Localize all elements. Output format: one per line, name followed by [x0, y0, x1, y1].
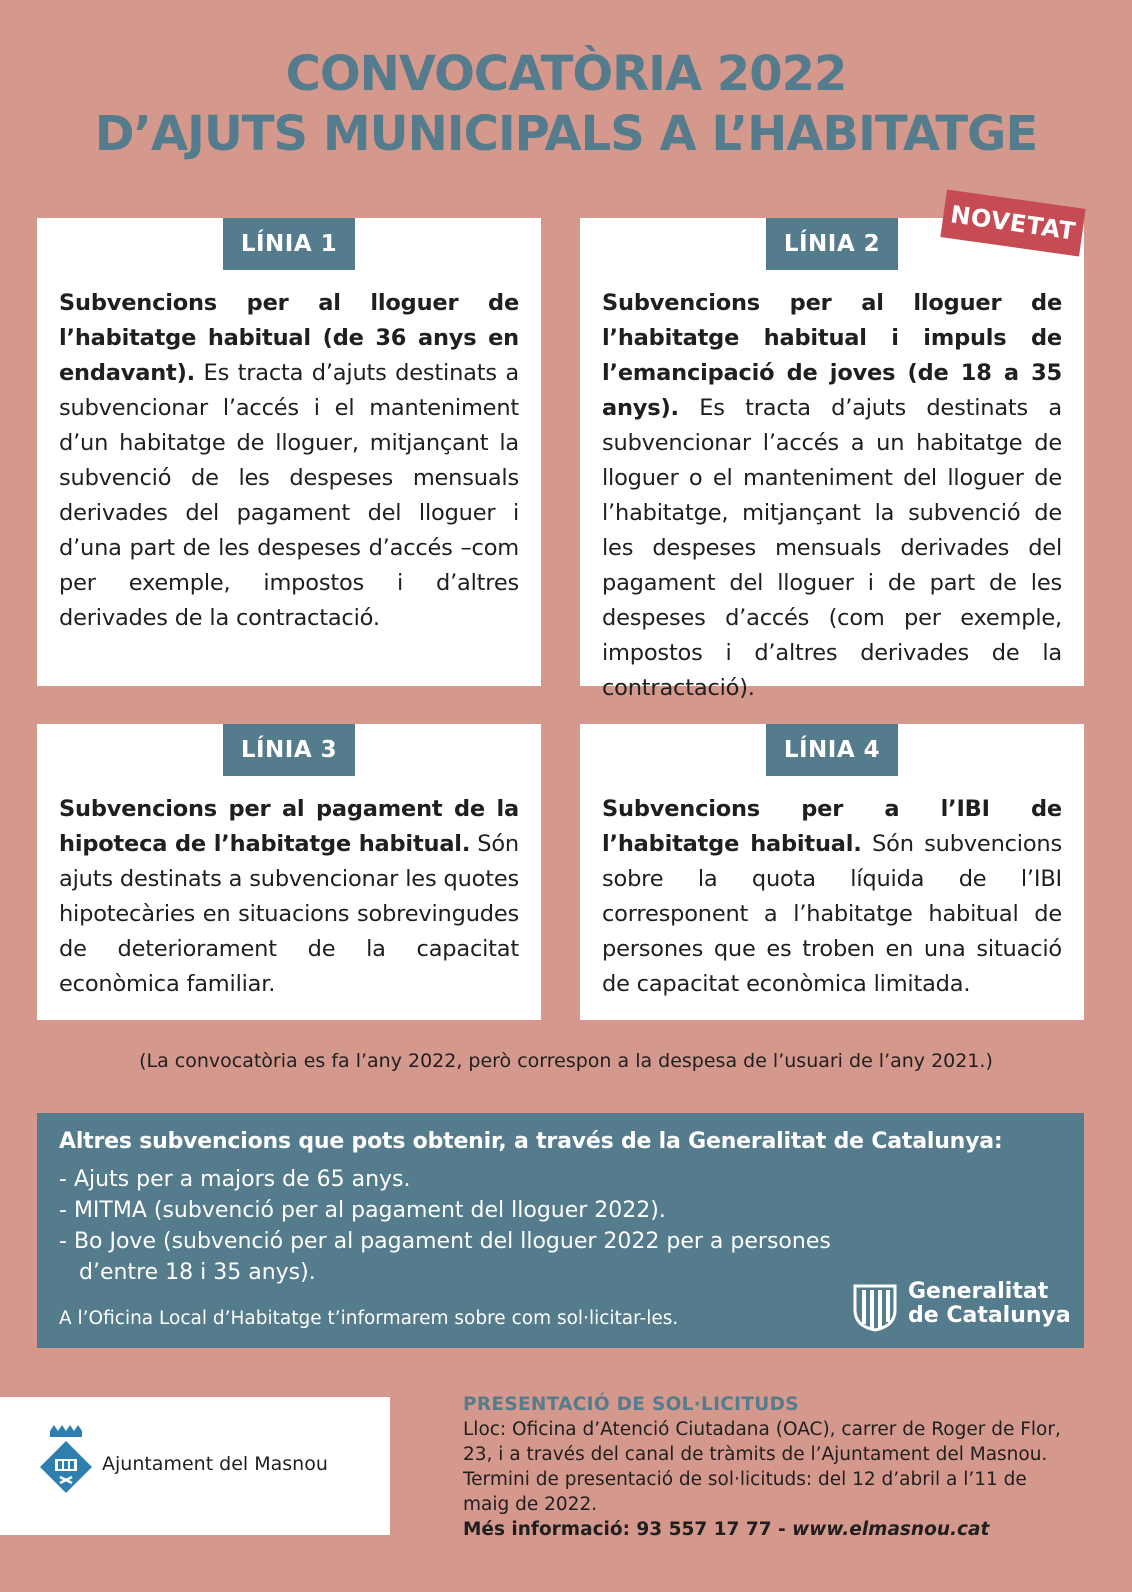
- linia-4-tag: LÍNIA 4: [766, 724, 898, 776]
- linia-1-tag: LÍNIA 1: [223, 218, 355, 270]
- linia-2-tag: LÍNIA 2: [766, 218, 898, 270]
- linia-3-heading: Subvencions per al pagament de la hipoteca de l’habitatge habitual.: [59, 796, 519, 857]
- ajuntament-name: Ajuntament del Masnou: [102, 1453, 328, 1475]
- linia-2-text: Es tracta d’ajuts destinats a subvencionar l’accés a un habitatge de lloguer o el manteniment del lloguer de l’habitatge, mitjançant la subvenció de les despeses mensuals derivades del pagament del lloguer i de part de les despeses d’accés (com per exemple, impostos i d’altres derivades de la contractació).: [602, 395, 1062, 701]
- generalitat-info: A l’Oficina Local d’Habitatge t’informarem sobre com sol·licitar-les.: [59, 1308, 679, 1329]
- generalitat-box: [37, 1113, 1084, 1348]
- linia-1-heading: Subvencions per al lloguer de l’habitatge habitual (de 36 anys en endavant).: [59, 290, 519, 386]
- convocatoria-note: (La convocatòria es fa l’any 2022, però correspon a la despesa de l’usuari de l’any 2021.): [139, 1050, 993, 1072]
- generalitat-list: [59, 1164, 1062, 1288]
- page-title: [0, 44, 1132, 164]
- linia-3-text: Són ajuts destinats a subvencionar les quotes hipotecàries en situacions sobrevingudes de deteriorament de la capacitat econòmica familiar.: [59, 831, 519, 997]
- linia-4-card: [580, 724, 1084, 1020]
- list-item: - Ajuts per a majors de 65 anys.: [59, 1164, 839, 1195]
- generalitat-logo-line-2: de Catalunya: [908, 1303, 1071, 1328]
- title-line-1: CONVOCATÒRIA 2022: [285, 46, 847, 102]
- linia-2-description: [602, 286, 1062, 706]
- linia-1-text: Es tracta d’ajuts destinats a subvencionar l’accés i el manteniment d’un habitatge de lloguer, mitjançant la subvenció de les despeses mensuals derivades del pagament del lloguer i d’una part de les despeses d’accés –com per exemple, impostos i d’altres derivades de la contractació.: [59, 360, 519, 631]
- linia-4-description: [602, 792, 1062, 1002]
- linia-4-text: Són subvencions sobre la quota líquida de l’IBI corresponent a l’habitatge habitual de persones que es troben en una situació de capacitat econòmica limitada.: [602, 831, 1062, 997]
- ajuntament-logo-box: [0, 1397, 390, 1535]
- title-line-2: D’AJUTS MUNICIPALS A L’HABITATGE: [94, 106, 1038, 162]
- list-item: - MITMA (subvenció per al pagament del lloguer 2022).: [59, 1195, 839, 1226]
- presentacio-heading: PRESENTACIÓ DE SOL·LICITUDS: [463, 1394, 799, 1415]
- linia-2-card: [580, 218, 1084, 701]
- linia-3-description: [59, 792, 519, 1002]
- masnou-shield-icon: [38, 1425, 94, 1499]
- website-link[interactable]: www.elmasnou.cat: [792, 1519, 990, 1540]
- novetat-badge: NOVETAT: [940, 189, 1085, 256]
- linia-1-card: [37, 218, 541, 686]
- linia-3-tag: LÍNIA 3: [223, 724, 355, 776]
- generalitat-logo-line-1: Generalitat: [908, 1279, 1049, 1304]
- linia-4-heading: Subvencions per a l’IBI de l’habitatge habitual.: [602, 796, 1062, 857]
- more-info-label: Més informació: 93 557 17 77 -: [463, 1519, 793, 1540]
- list-item: - Bo Jove (subvenció per al pagament del lloguer 2022 per a persones d’entre 18 i 35 anys).: [59, 1226, 839, 1288]
- presentacio-section: [463, 1392, 1063, 1542]
- linia-1-description: [59, 286, 519, 636]
- generalitat-heading: Altres subvencions que pots obtenir, a través de la Generalitat de Catalunya:: [59, 1129, 1003, 1154]
- generalitat-logo: [852, 1278, 1072, 1338]
- linia-2-heading: Subvencions per al lloguer de l’habitatge habitual i impuls de l’emancipació de joves (de 18 a 35 anys).: [602, 290, 1062, 421]
- more-info: [463, 1517, 1063, 1542]
- linia-3-card: [37, 724, 541, 1020]
- generalitat-emblem-icon: [852, 1282, 898, 1332]
- presentacio-text: Lloc: Oficina d’Atenció Ciutadana (OAC), carrer de Roger de Flor, 23, i a través del canal de tràmits de l’Ajuntament del Masnou. Termini de presentació de sol·licituds: del 12 d’abril a l’11 de maig de 2022.: [463, 1419, 1061, 1515]
